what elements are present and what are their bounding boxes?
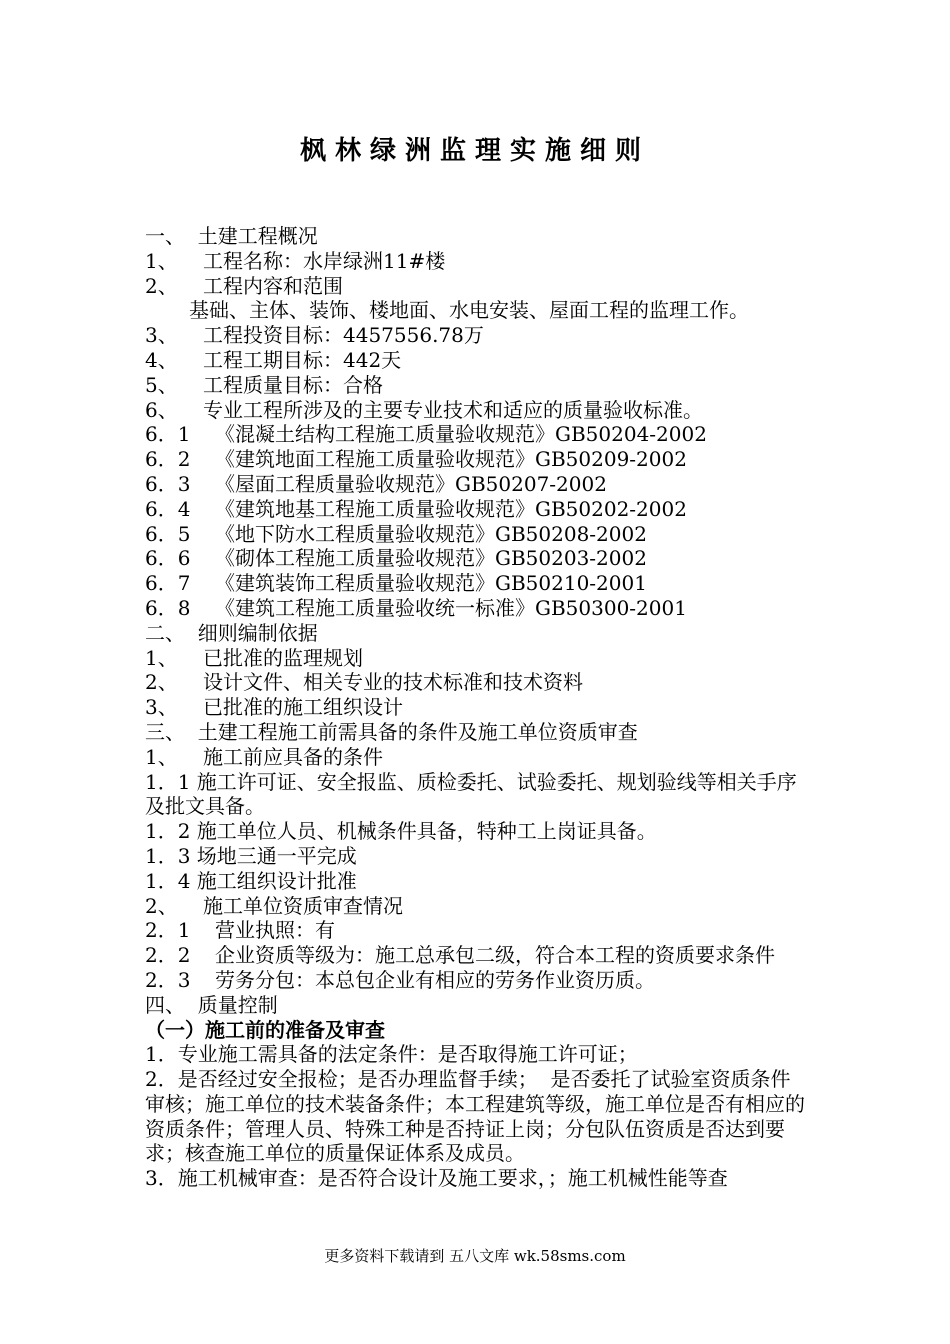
standard-item: 6．7 《建筑装饰工程质量验收规范》GB50210-2001 [145, 571, 647, 596]
standard-item: 6．1 《混凝土结构工程施工质量验收规范》GB50204-2002 [145, 422, 707, 447]
list-item: 1、 已批准的监理规划 [145, 645, 363, 670]
subsection-heading: （一）施工前的准备及审查 [145, 1017, 385, 1042]
paragraph: 2．是否经过安全报检；是否办理监督手续； 是否委托了试验室资质条件审核；施工单位的技术装备条件；本工程建筑等级，施工单位是否有相应的资质条件；管理人员、特殊工种是否持证上岗；分包队伍资质是否达到要求；核查施工单位的质量保证体系及成员。 [145, 1067, 805, 1166]
standard-item: 6．2 《建筑地面工程施工质量验收规范》GB50209-2002 [145, 447, 687, 472]
paragraph: 3．施工机械审查：是否符合设计及施工要求，；施工机械性能等查 [145, 1166, 728, 1191]
standard-item: 6．5 《地下防水工程质量验收规范》GB50208-2002 [145, 521, 647, 546]
standard-item: 6．3 《屋面工程质量验收规范》GB50207-2002 [145, 471, 607, 496]
list-item: 5、 工程质量目标：合格 [145, 372, 383, 397]
list-item: 6、 专业工程所涉及的主要专业技术和适应的质量验收标准。 [145, 397, 703, 422]
paragraph: 1．专业施工需具备的法定条件：是否取得施工许可证； [145, 1042, 638, 1067]
document-body [145, 224, 810, 1191]
scope-paragraph: 基础、主体、装饰、楼地面、水电安装、屋面工程的监理工作。 [189, 298, 749, 323]
list-item: 1、 施工前应具备的条件 [145, 744, 383, 769]
section-heading: 三、 土建工程施工前需具备的条件及施工单位资质审查 [145, 719, 638, 744]
list-item: 2、 设计文件、相关专业的技术标准和技术资料 [145, 670, 583, 695]
list-item: 2．3 劳务分包：本总包企业有相应的劳务作业资历质。 [145, 967, 655, 992]
paragraph: 1．3 场地三通一平完成 [145, 843, 357, 868]
footer-note: 更多资料下载请到 五八文库 wk.58sms.com [324, 1247, 626, 1265]
list-item: 1、 工程名称：水岸绿洲11#楼 [145, 248, 446, 273]
standard-item: 6．4 《建筑地基工程施工质量验收规范》GB50202-2002 [145, 496, 687, 521]
list-item: 2、 施工单位资质审查情况 [145, 893, 403, 918]
document-title: 枫林绿洲监理实施细则 [299, 136, 650, 166]
list-item: 2．2 企业资质等级为：施工总承包二级，符合本工程的资质要求条件 [145, 943, 775, 968]
list-item: 4、 工程工期目标：442天 [145, 347, 402, 372]
paragraph: 1．4 施工组织设计批准 [145, 868, 357, 893]
list-item: 2．1 营业执照：有 [145, 918, 335, 943]
list-item: 3、 工程投资目标：4457556.78万 [145, 323, 484, 348]
section-heading: 二、 细则编制依据 [145, 620, 318, 645]
paragraph: 1．2 施工单位人员、机械条件具备，特种工上岗证具备。 [145, 819, 657, 844]
list-item: 3、 已批准的施工组织设计 [145, 695, 403, 720]
standard-item: 6．8 《建筑工程施工质量验收统一标准》GB50300-2001 [145, 595, 687, 620]
section-heading: 一、 土建工程概况 [145, 224, 318, 248]
standard-item: 6．6 《砌体工程施工质量验收规范》GB50203-2002 [145, 546, 647, 571]
list-item: 2、 工程内容和范围 [145, 273, 343, 298]
paragraph: 1．1 施工许可证、安全报监、质检委托、试验委托、规划验线等相关手序及批文具备。 [145, 769, 797, 819]
section-heading: 四、 质量控制 [145, 992, 278, 1017]
